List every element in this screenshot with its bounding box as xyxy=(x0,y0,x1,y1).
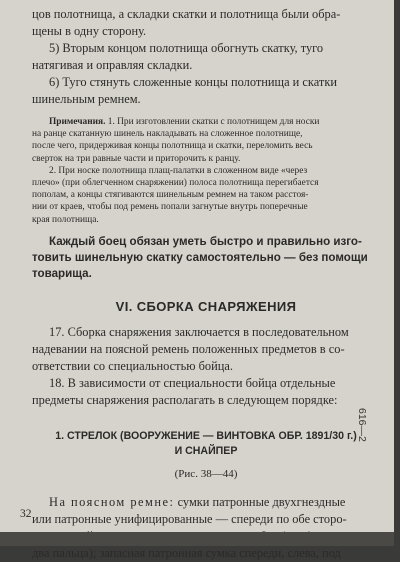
text-line: или патронные унифицированные — спереди по обе сторо- xyxy=(32,511,347,526)
text-line: щены в одну сторону. xyxy=(32,24,147,38)
paragraph-17 xyxy=(32,324,380,375)
section-title: VI. СБОРКА СНАРЯЖЕНИЯ xyxy=(115,298,297,314)
page-edge-shadow xyxy=(0,532,394,546)
note-line: на ранце скатанную шинель накладывать на сложенное полотнище, xyxy=(32,129,303,140)
text-line: 17. Сборка снаряжения заключается в последовательном xyxy=(49,324,349,339)
paragraph-18 xyxy=(32,375,380,409)
bold-line: товить шинельную скатку самостоятельно — без помощи xyxy=(32,250,368,264)
note-line: пополам, а концы стягиваются шинельным ремнем на таком расстоя- xyxy=(32,190,309,201)
bold-paragraph xyxy=(32,234,380,282)
text-line: надевании на поясной ремень положенных предметов в со- xyxy=(32,341,345,356)
text-line xyxy=(32,494,380,511)
print-mark: 616—2 xyxy=(356,408,368,442)
text-span: сумки патронные двухгнездные xyxy=(174,494,346,509)
paragraph-top xyxy=(32,6,380,40)
text-line: ответствии со специальностью бойца. xyxy=(32,358,233,373)
note-line: сверток на три равные части и приторочить к ранцу. xyxy=(32,153,241,164)
note-1 xyxy=(32,116,380,165)
page-content xyxy=(32,6,380,562)
subsection-title-line: И СНАЙПЕР xyxy=(174,444,238,457)
text-line: шинельным ремнем. xyxy=(32,92,141,106)
spaced-phrase: На поясном ремне: xyxy=(49,494,175,509)
text-line: натягивая и оправляя складки. xyxy=(32,58,193,72)
text-line: два пальца); запасная патронная сумка спереди, слева, под xyxy=(32,545,341,560)
bold-line: Каждый боец обязан уметь быстро и правильно изго- xyxy=(49,234,362,248)
figure-reference: (Рис. 38—44) xyxy=(174,467,238,480)
note-line xyxy=(32,116,380,128)
text-line: 6) Туго стянуть сложенные концы полотнища и скатки xyxy=(49,75,337,89)
bold-line: товарища. xyxy=(32,266,92,280)
text-line: 18. В зависимости от специальности бойца отдельные xyxy=(49,375,336,390)
last-paragraph xyxy=(32,494,380,562)
note-line: плечо» (при облегченном снаряжении) полоса полотнища перегибается xyxy=(32,178,319,189)
step-5 xyxy=(32,40,380,74)
subsection-title-line: 1. СТРЕЛОК (ВООРУЖЕНИЕ — ВИНТОВКА ОБР. 1891/30 г.) xyxy=(55,429,357,442)
step-6 xyxy=(32,74,380,108)
note-line: после чего, придерживая концы полотнища и скатки, переломить весь xyxy=(32,141,313,152)
note-label: Примечания. xyxy=(49,117,106,127)
subsection-title xyxy=(32,429,380,459)
text-line: предметы снаряжения располагать в следующем порядке: xyxy=(32,392,338,407)
note-line: края полотнища. xyxy=(32,214,99,225)
note-2 xyxy=(32,165,380,226)
page-number: 32 xyxy=(20,508,32,520)
note-line: 2. При носке полотнища плащ-палатки в сложенном виде «через xyxy=(49,165,308,176)
text-line: цов полотнища, а складки скатки и полотнища были обра- xyxy=(32,7,341,21)
note-text: 1. При изготовлении скатки с полотнищем для носки xyxy=(105,117,320,127)
note-line: нии от краев, чтобы под ремень попали загнутые внутрь поперечные xyxy=(32,202,308,213)
text-line: 5) Вторым концом полотнища обогнуть скатку, туго xyxy=(49,41,324,55)
